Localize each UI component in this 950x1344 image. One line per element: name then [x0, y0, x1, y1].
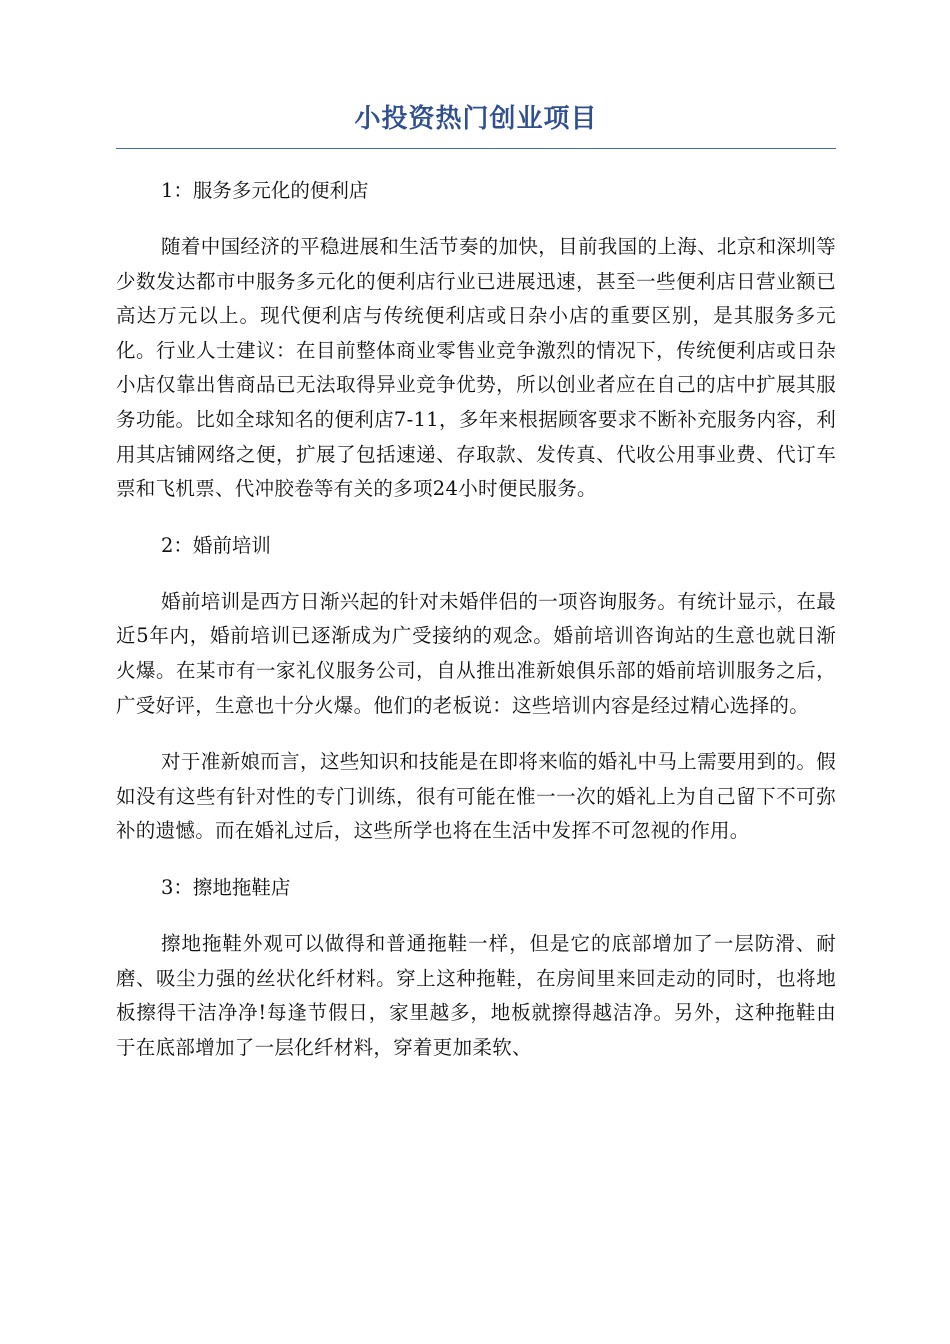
section-paragraph-2b: 对于准新娘而言，这些知识和技能是在即将来临的婚礼中马上需要用到的。假如没有这些有针对性的专门训练，很有可能在惟一一次的婚礼上为自己留下不可弥补的遗憾。而在婚礼过后，这些所学也将在生活中发挥不可忽视的作用。 [116, 750, 836, 843]
section-paragraph-3: 擦地拖鞋外观可以做得和普通拖鞋一样，但是它的底部增加了一层防滑、耐磨、吸尘力强的丝状化纤材料。穿上这种拖鞋，在房间里来回走动的同时，也将地板擦得干洁净净!每逢节假日，家里越多，地板就擦得越洁净。另外，这种拖鞋由于在底部增加了一层化纤材料，穿着更加柔软、 [116, 931, 836, 1059]
section-paragraph-1: 随着中国经济的平稳进展和生活节奏的加快，目前我国的上海、北京和深圳等少数发达都市中服务多元化的便利店行业已进展迅速，甚至一些便利店日营业额已高达万元以上。现代便利店与传统便利店或日杂小店的重要区别，是其服务多元化。行业人士建议：在目前整体商业零售业竞争激烈的情况下，传统便利店或日杂小店仅靠出售商品已无法取得异业竞争优势，所以创业者应在自己的店中扩展其服务功能。比如全球知名的便利店7-11，多年来根据顾客要求不断补充服务内容，利用其店铺网络之便，扩展了包括速递、存取款、发传真、代收公用事业费、代订车票和飞机票、代冲胶卷等有关的多项24小时便民服务。 [116, 235, 836, 501]
section-heading-3: 3：擦地拖鞋店 [161, 875, 291, 899]
document-page [116, 100, 836, 1087]
document-title: 小投资热门创业项目 [116, 100, 836, 149]
document-body [116, 174, 836, 1065]
section-paragraph-2a: 婚前培训是西方日渐兴起的针对未婚伴侣的一项咨询服务。有统计显示，在最近5年内，婚前培训已逐渐成为广受接纳的观念。婚前培训咨询站的生意也就日渐火爆。在某市有一家礼仪服务公司，自从推出准新娘俱乐部的婚前培训服务之后，广受好评，生意也十分火爆。他们的老板说：这些培训内容是经过精心选择的。 [116, 589, 836, 717]
section-heading-1: 1：服务多元化的便利店 [161, 179, 369, 202]
section-heading-2: 2：婚前培训 [161, 533, 271, 557]
